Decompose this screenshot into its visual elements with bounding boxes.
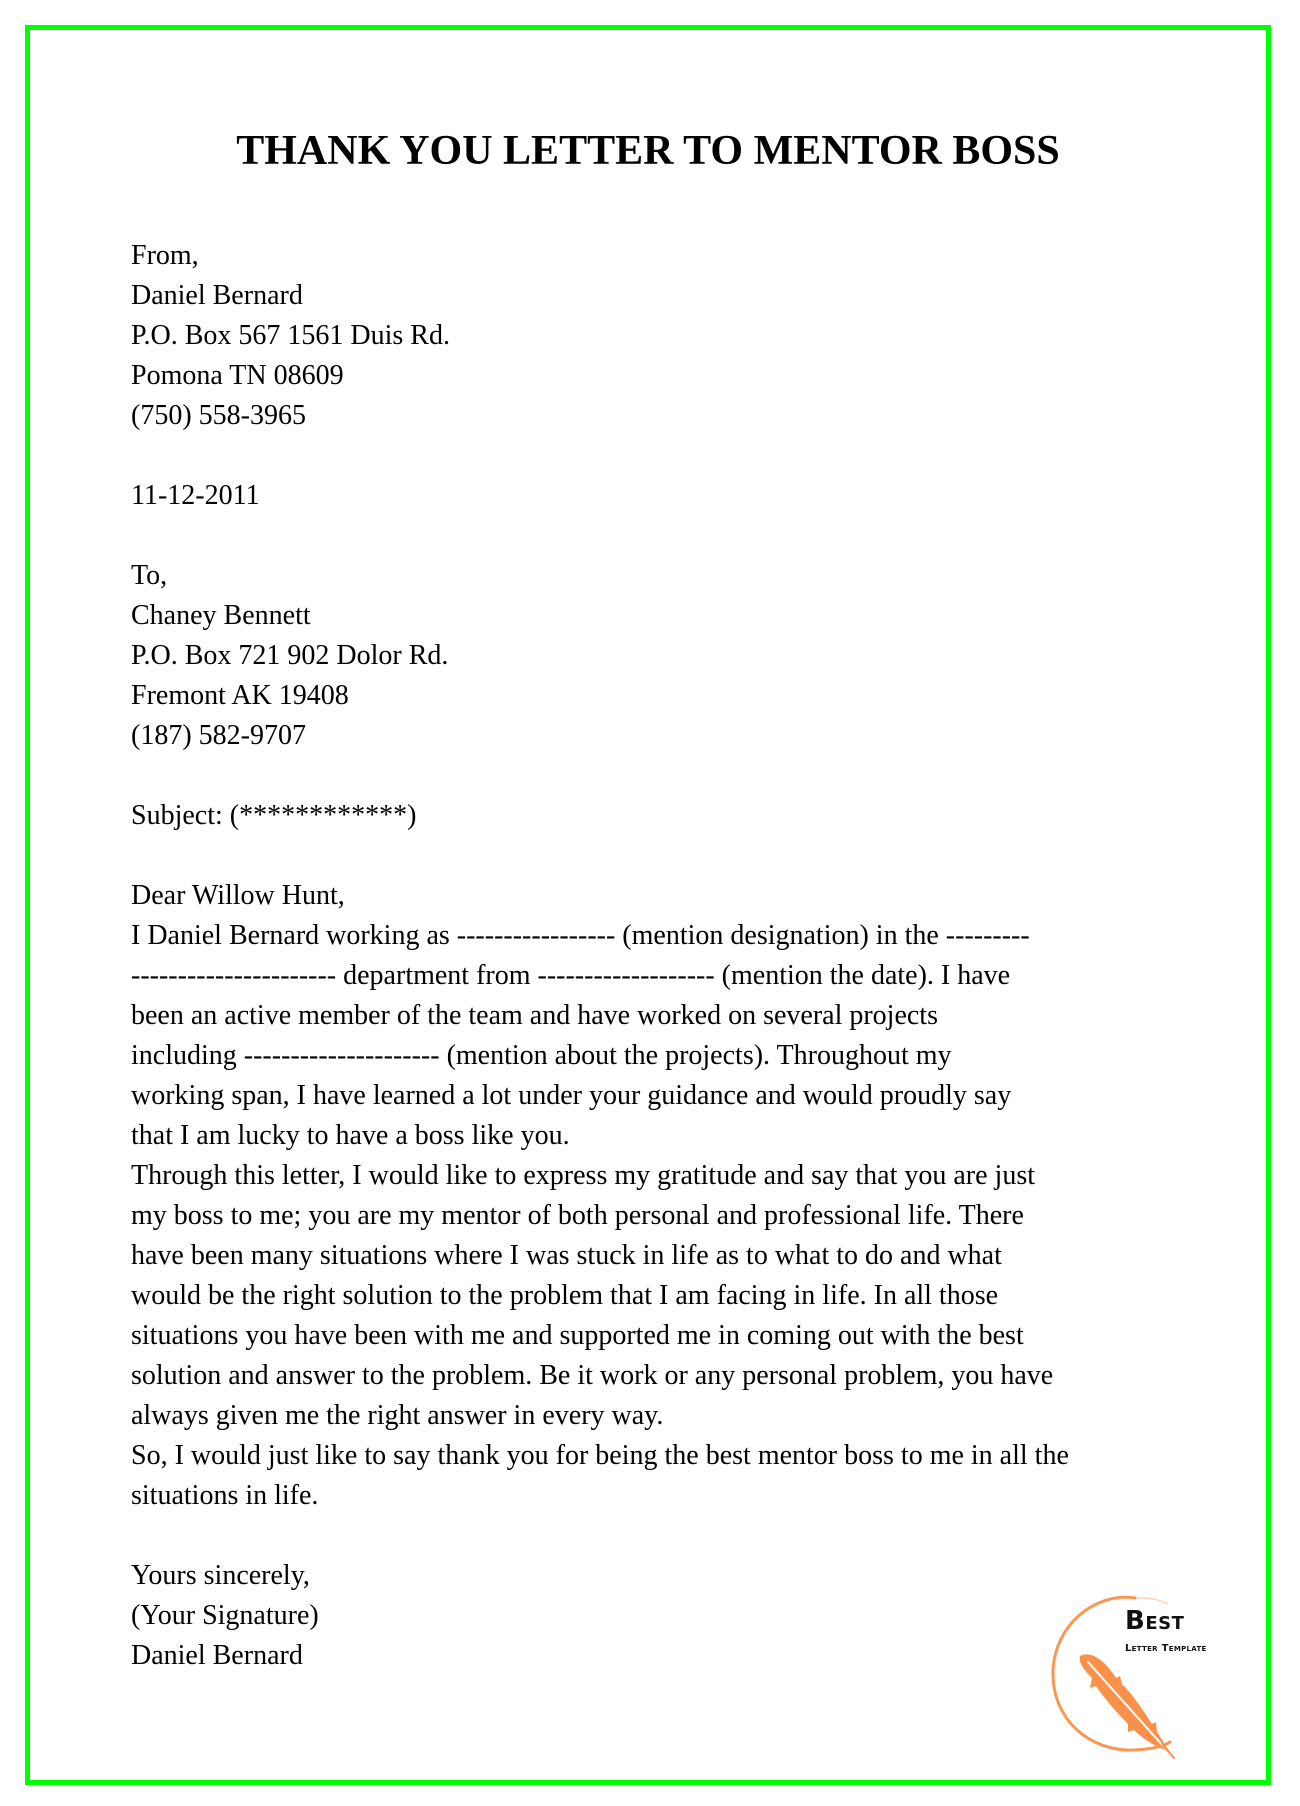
body-line: including --------------------- (mention about the projects). Throughout my — [131, 1040, 952, 1071]
recipient-address-line1: P.O. Box 721 902 Dolor Rd. — [131, 640, 449, 671]
closing-block — [131, 1556, 1191, 1676]
closing-name: Daniel Bernard — [131, 1640, 303, 1671]
sender-address-line2: Pomona TN 08609 — [131, 360, 344, 391]
body-line: been an active member of the team and have worked on several projects — [131, 1000, 938, 1031]
body-line: that I am lucky to have a boss like you. — [131, 1120, 570, 1151]
body-line: situations in life. — [131, 1480, 319, 1511]
body-line: my boss to me; you are my mentor of both personal and professional life. There — [131, 1200, 1024, 1231]
body-line: solution and answer to the problem. Be it work or any personal problem, you have — [131, 1360, 1054, 1391]
body-line: working span, I have learned a lot under your guidance and would proudly say — [131, 1080, 1012, 1111]
sender-phone: (750) 558-3965 — [131, 400, 306, 431]
body-line: have been many situations where I was stuck in life as to what to do and what — [131, 1240, 1002, 1271]
recipient-block — [131, 556, 1191, 756]
body-line: always given me the right answer in every way. — [131, 1400, 664, 1431]
spacer — [131, 756, 1191, 796]
letter-body — [131, 236, 1191, 1676]
salutation: Dear Willow Hunt, — [131, 880, 345, 911]
signature-placeholder: (Your Signature) — [131, 1600, 319, 1631]
logo-brand-text: Best — [1125, 1606, 1185, 1636]
letter-title: THANK YOU LETTER TO MENTOR BOSS — [236, 128, 1060, 174]
body-line: ---------------------- department from ------------------- (mention the date). I have — [131, 960, 1011, 991]
spacer — [131, 836, 1191, 876]
body-line: Through this letter, I would like to express my gratitude and say that you are just — [131, 1160, 1036, 1191]
spacer — [131, 516, 1191, 556]
body-line: So, I would just like to say thank you for being the best mentor boss to me in all the — [131, 1440, 1069, 1471]
recipient-label: To, — [131, 560, 168, 591]
sender-block — [131, 236, 1191, 436]
body-paragraphs — [131, 916, 1191, 1516]
sender-address-line1: P.O. Box 567 1561 Duis Rd. — [131, 320, 450, 351]
recipient-name: Chaney Bennett — [131, 600, 311, 631]
recipient-phone: (187) 582-9707 — [131, 720, 306, 751]
body-line: would be the right solution to the problem that I am facing in life. In all those — [131, 1280, 999, 1311]
spacer — [131, 1516, 1191, 1556]
best-letter-template-logo — [1040, 1590, 1240, 1765]
letter-date: 11-12-2011 — [131, 480, 260, 511]
subject-line: Subject: (************) — [131, 800, 417, 831]
body-line: I Daniel Bernard working as ----------------- (mention designation) in the --------- — [131, 920, 1030, 951]
sender-name: Daniel Bernard — [131, 280, 303, 311]
recipient-address-line2: Fremont AK 19408 — [131, 680, 349, 711]
logo-tagline: Letter Template — [1125, 1643, 1207, 1654]
spacer — [131, 436, 1191, 476]
sender-label: From, — [131, 240, 199, 271]
body-line: situations you have been with me and supported me in coming out with the best — [131, 1320, 1024, 1351]
valediction: Yours sincerely, — [131, 1560, 310, 1591]
